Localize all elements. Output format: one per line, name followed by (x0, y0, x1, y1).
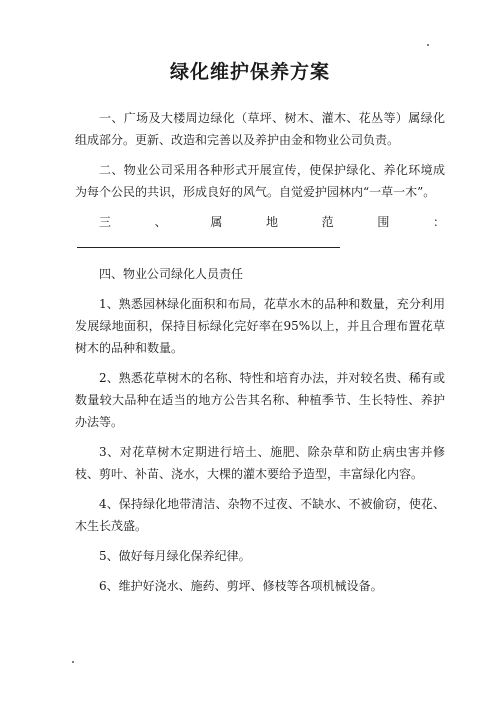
territory-label: 三、属地范围： (99, 215, 445, 229)
paragraph-2: 二、物业公司采用各种形式开展宣传，使保护绿化、养化环境成为每个公民的共识，形成良好的风气。自觉爱护园林内“一草一木”。 (75, 163, 445, 199)
paragraph-9: 5、做好每月绿化保养纪律。 (99, 549, 251, 563)
paragraph-3 (75, 211, 445, 255)
paragraph-4: 四、物业公司绿化人员责任 (99, 267, 244, 281)
territory-blank-line (77, 235, 340, 248)
corner-dot-bottom (72, 661, 74, 663)
paragraph-6: 2、熟悉花草树木的名称、特性和培育办法，并对较名贵、稀有或数量较大品种在适当的地方公告其名称、种植季节、生长特性、养护办法等。 (75, 371, 445, 429)
paragraph-7: 3、对花草树木定期进行培土、施肥、除杂草和防止病虫害并修枝、剪叶、补苗、浇水，大棵的灌木要给予造型，丰富绿化内容。 (75, 445, 445, 481)
document-body (75, 107, 445, 605)
paragraph-5: 1、熟悉园林绿化面积和布局，花草水木的品种和数量，充分利用发展绿地面积，保持目标绿化完好率在95%以上，并且合理布置花草树木的品种和数量。 (75, 297, 445, 355)
paragraph-10: 6、维护好浇水、施药、剪坪、修枝等各项机械设备。 (99, 579, 383, 593)
page-title: 绿化维护保养方案 (169, 61, 330, 83)
corner-dot-top (427, 44, 429, 46)
paragraph-1: 一、广场及大楼周边绿化（草坪、树木、灌木、花丛等）属绿化组成部分。更新、改造和完善以及养护由金和物业公司负责。 (75, 111, 445, 147)
paragraph-8: 4、保持绿化地带清洁、杂物不过夜、不缺水、不被偷窃，使花、木生长茂盛。 (75, 497, 445, 533)
